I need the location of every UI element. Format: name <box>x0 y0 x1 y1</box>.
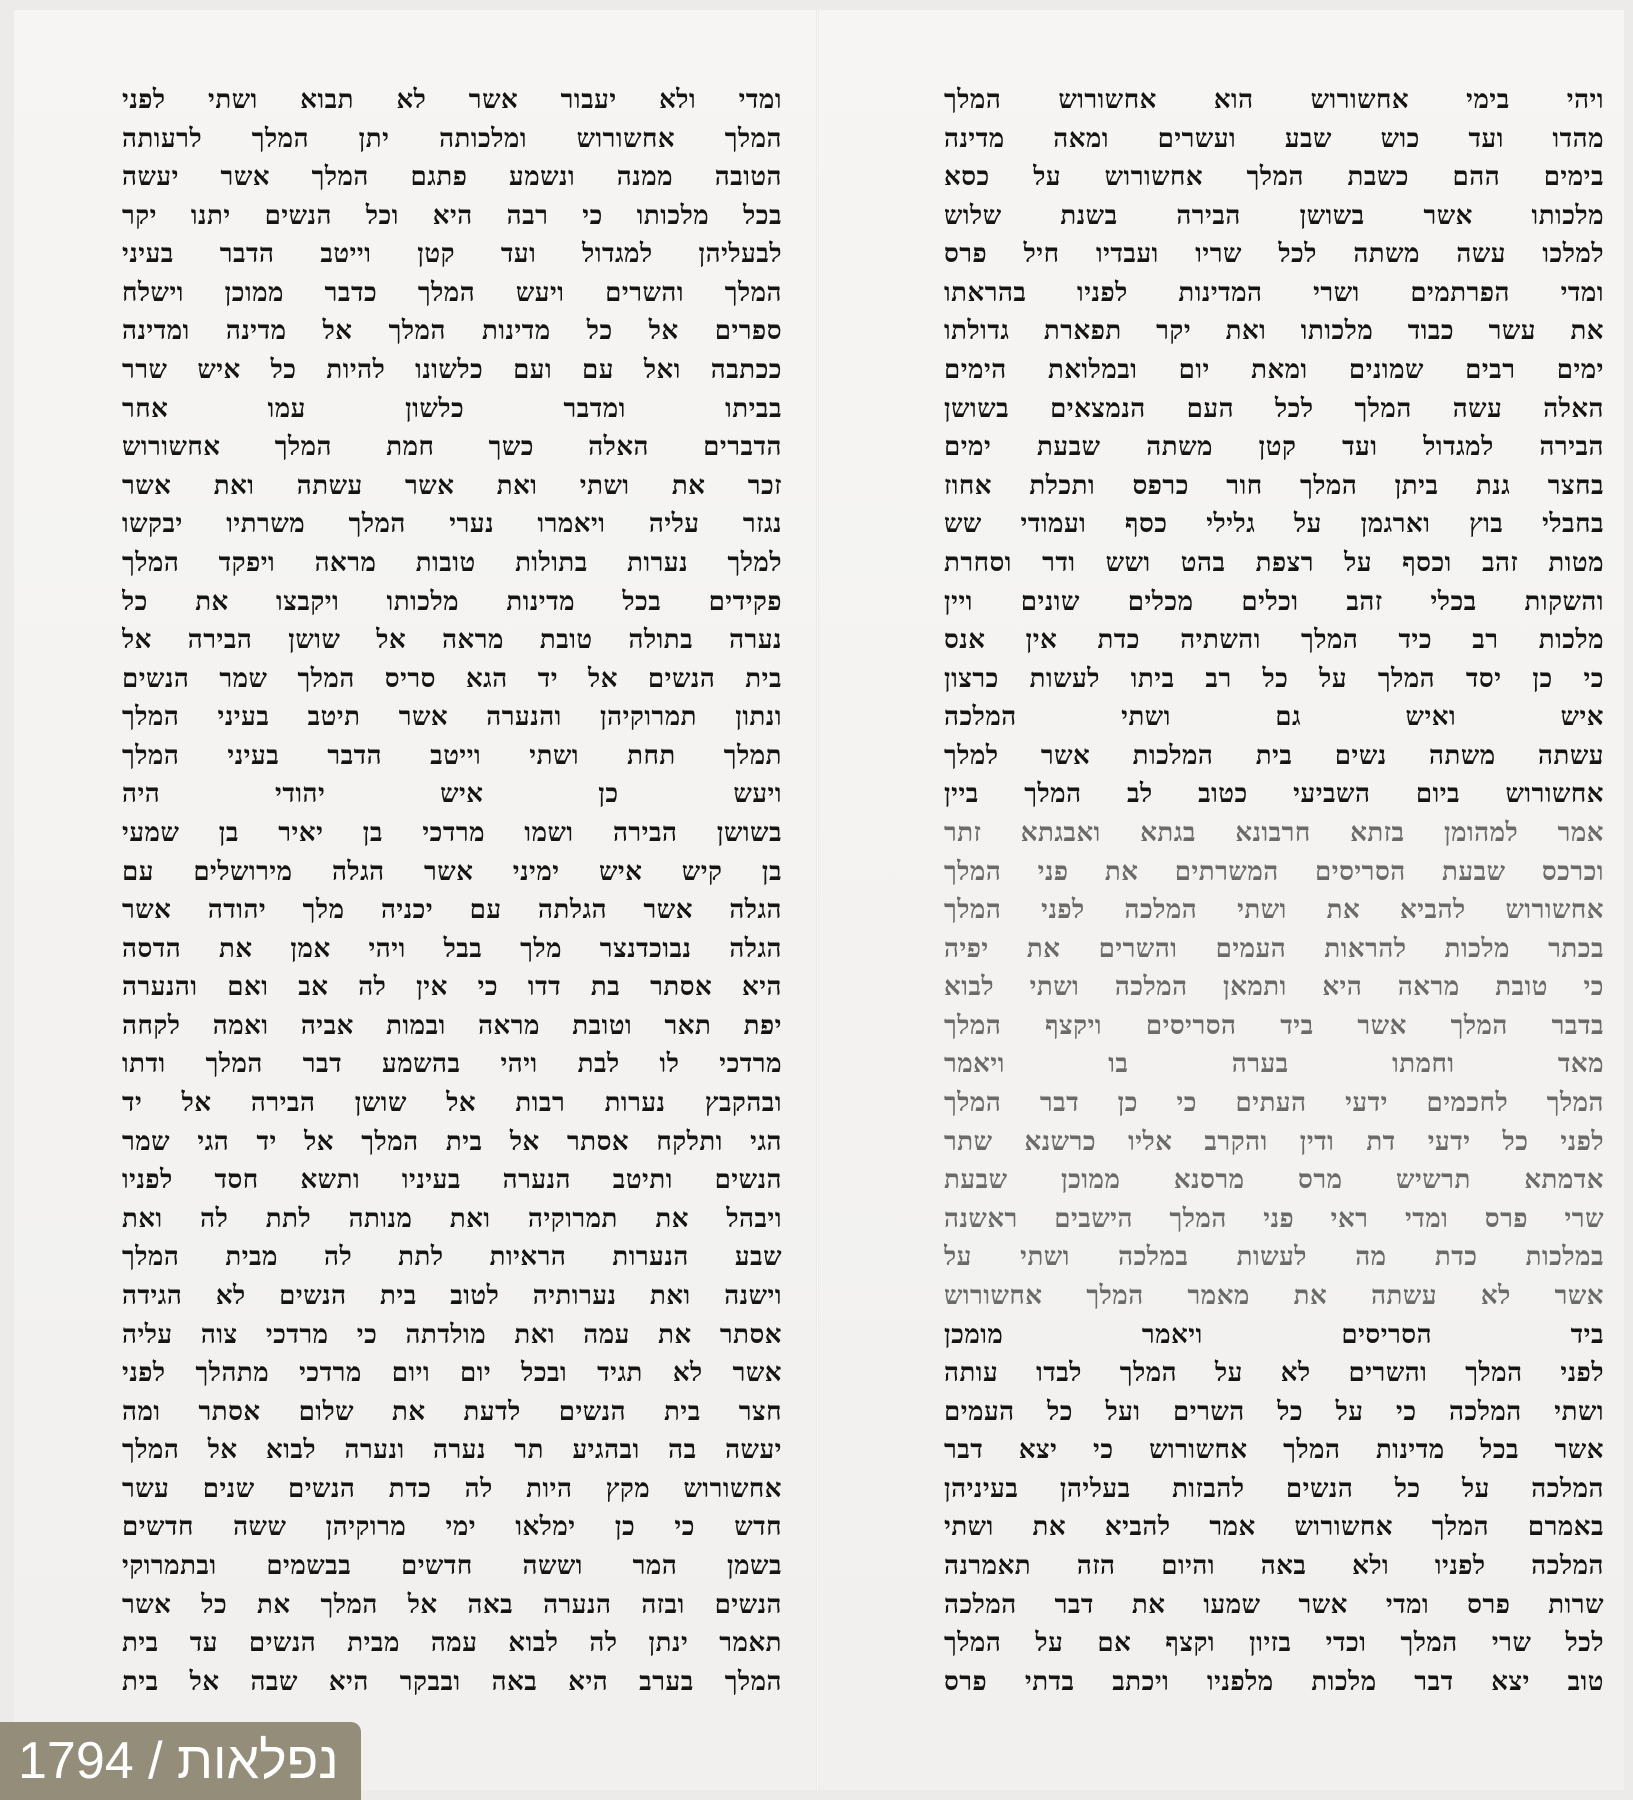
text-column-left <box>122 80 782 1700</box>
left-column-line: זכר את ושתי ואת אשר עשתה ואת אשר <box>122 470 782 501</box>
left-column-line: אשר לא תגיד ובכל יום ויום מרדכי מתהלך לפני <box>122 1358 782 1389</box>
right-column-line: המלכה על כל הנשים להבזות בעליהן בעיניהן <box>944 1473 1604 1504</box>
left-column-line: היא אסתר בת דדו כי אין לה אב ואם והנערה <box>122 972 782 1003</box>
left-column-line: בביתו ומדבר כלשון עמו אחר <box>122 393 782 424</box>
left-column-line: המלך בערב היא באה ובבקר היא שבה אל בית <box>122 1666 782 1697</box>
left-column-line: למלך נערות בתולות טובות מראה ויפקד המלך <box>122 547 782 578</box>
left-column-line: בן קיש איש ימיני אשר הגלה מירושלים עם <box>122 856 782 887</box>
right-column-line: אשר בכל מדינות המלך אחשורוש כי יצא דבר <box>944 1435 1604 1466</box>
left-column-line: הגלה אשר הגלתה עם יכניה מלך יהודה אשר <box>122 895 782 926</box>
right-column-line: והשקות בכלי זהב וכלים מכלים שונים ויין <box>944 586 1604 617</box>
right-column-line: הבירה למגדול ועד קטן משתה שבעת ימים <box>944 432 1604 463</box>
right-column-line: מהדו ועד כוש שבע ועשרים ומאה מדינה <box>944 123 1604 154</box>
left-column-line: בכל מלכותו כי רבה היא וכל הנשים יתנו יקר <box>122 200 782 231</box>
left-column-line: ויעש כן איש יהודי היה <box>122 779 782 810</box>
left-column-line: בית הנשים אל יד הגא סריס המלך שמר הנשים <box>122 663 782 694</box>
left-column-line: נערה בתולה טובת מראה אל שושן הבירה אל <box>122 625 782 656</box>
right-column-line: ימים רבים שמונים ומאת יום ובמלואת הימים <box>944 355 1604 386</box>
right-column-line: בימים ההם כשבת המלך אחשורוש על כסא <box>944 162 1604 193</box>
right-column-line: אדמתא תרשיש מרס מרסנא ממוכן שבעת <box>944 1165 1604 1196</box>
right-column-line: טוב יצא דבר מלכות מלפניו ויכתב בדתי פרס <box>944 1666 1604 1697</box>
right-column-line: באמרם המלך אחשורוש אמר להביא את ושתי <box>944 1512 1604 1543</box>
right-column-line: וכרכס שבעת הסריסים המשרתים את פני המלך <box>944 856 1604 887</box>
left-column-line: ובהקבץ נערות רבות אל שושן הבירה אל יד <box>122 1088 782 1119</box>
right-column-line: ושתי המלכה כי על כל השרים ועל כל העמים <box>944 1396 1604 1427</box>
right-column-line: אחשורוש להביא את ושתי המלכה לפני המלך <box>944 895 1604 926</box>
left-column-line: אחשורוש מקץ היות לה כדת הנשים שנים עשר <box>122 1473 782 1504</box>
right-column-line: במלכות כדת מה לעשות במלכה ושתי על <box>944 1242 1604 1273</box>
left-column-line: בשמן המר וששה חדשים בבשמים ובתמרוקי <box>122 1550 782 1581</box>
left-column-line: הטובה ממנה ונשמע פתגם המלך אשר יעשה <box>122 162 782 193</box>
right-column-line: אמר למהומן בזתא חרבונא בגתא ואבגתא זתר <box>944 817 1604 848</box>
left-column-line: בשושן הבירה ושמו מרדכי בן יאיר בן שמעי <box>122 817 782 848</box>
left-column-line: ספרים אל כל מדינות המלך אל מדינה ומדינה <box>122 316 782 347</box>
right-column-line: בחצר גנת ביתן המלך חור כרפס ותכלת אחוז <box>944 470 1604 501</box>
left-column-line: לבעליהן למגדול ועד קטן וייטב הדבר בעיני <box>122 239 782 270</box>
left-column-line: המלך והשרים ויעש המלך כדבר ממוכן וישלח <box>122 277 782 308</box>
right-column-line: עשתה משתה נשים בית המלכות אשר למלך <box>944 740 1604 771</box>
left-column-line: מרדכי לו לבת ויהי בהשמע דבר המלך ודתו <box>122 1049 782 1080</box>
left-column-line: הגי ותלקח אסתר אל בית המלך אל יד הגי שמר <box>122 1126 782 1157</box>
left-column-line: תמלך תחת ושתי וייטב הדבר בעיני המלך <box>122 740 782 771</box>
page-badge: 1794 / נפלאות <box>0 1722 361 1800</box>
right-column-line: איש ואיש גם ושתי המלכה <box>944 702 1604 733</box>
left-column-line: ויבהל את תמרוקיה ואת מנותה לתת לה ואת <box>122 1203 782 1234</box>
right-column-line: ומדי הפרתמים ושרי המדינות לפניו בהראתו <box>944 277 1604 308</box>
left-column-line: חצר בית הנשים לדעת את שלום אסתר ומה <box>122 1396 782 1427</box>
left-column-line: פקידים בכל מדינות מלכותו ויקבצו את כל <box>122 586 782 617</box>
right-column-line: כי כן יסד המלך על כל רב ביתו לעשות כרצון <box>944 663 1604 694</box>
left-column-line: ככתבה ואל עם ועם כלשונו להיות כל איש שרר <box>122 355 782 386</box>
right-column-line: מלכות רב כיד המלך והשתיה כדת אין אנס <box>944 625 1604 656</box>
left-column-line: שבע הנערות הראיות לתת לה מבית המלך <box>122 1242 782 1273</box>
right-column-line: מלכותו אשר בשושן הבירה בשנת שלוש <box>944 200 1604 231</box>
right-column-line: מטות זהב וכסף על רצפת בהט ושש ודר וסחרת <box>944 547 1604 578</box>
right-column-line: בחבלי בוץ וארגמן על גלילי כסף ועמודי שש <box>944 509 1604 540</box>
right-column-line: כי טובת מראה היא ותמאן המלכה ושתי לבוא <box>944 972 1604 1003</box>
right-column-line: מאד וחמתו בערה בו ויאמר <box>944 1049 1604 1080</box>
left-column-line: אסתר את עמה ואת מולדתה כי מרדכי צוה עליה <box>122 1319 782 1350</box>
left-column-line: וישנה ואת נערותיה לטוב בית הנשים לא הגידה <box>122 1280 782 1311</box>
left-column-line: יעשה בה ובהגיע תר נערה ונערה לבוא אל המלך <box>122 1435 782 1466</box>
left-column-line: יפת תאר וטובת מראה ובמות אביה ואמה לקחה <box>122 1010 782 1041</box>
right-column-line: ויהי בימי אחשורוש הוא אחשורוש המלך <box>944 85 1604 115</box>
right-column-line: המלך לחכמים ידעי העתים כי כן דבר המלך <box>944 1088 1604 1119</box>
right-column-line: אשר לא עשתה את מאמר המלך אחשורוש <box>944 1280 1604 1311</box>
left-column-line: הנשים ובזה הנערה באה אל המלך את כל אשר <box>122 1589 782 1620</box>
text-column-right <box>944 80 1604 1700</box>
left-column-line: המלך אחשורוש ומלכותה יתן המלך לרעותה <box>122 123 782 154</box>
left-column-line: ונתון תמרוקיהן והנערה אשר תיטב בעיני המלך <box>122 702 782 733</box>
scroll-sheet <box>14 10 1624 1790</box>
right-column-line: לפני כל ידעי דת ודין והקרב אליו כרשנא שתר <box>944 1126 1604 1157</box>
right-column-line: בכתר מלכות להראות העמים והשרים את יפיה <box>944 933 1604 964</box>
right-column-line: לפני המלך והשרים לא על המלך לבדו עותה <box>944 1358 1604 1389</box>
right-column-line: בדבר המלך אשר ביד הסריסים ויקצף המלך <box>944 1010 1604 1041</box>
right-column-line: שרות פרס ומדי אשר שמעו את דבר המלכה <box>944 1589 1604 1620</box>
right-column-line: האלה עשה המלך לכל העם הנמצאים בשושן <box>944 393 1604 424</box>
left-column-line: חדש כי כן ימלאו ימי מרוקיהן ששה חדשים <box>122 1512 782 1543</box>
column-seam <box>816 10 819 1790</box>
right-column-line: למלכו עשה משתה לכל שריו ועבדיו חיל פרס <box>944 239 1604 270</box>
right-column-line: את עשר כבוד מלכותו ואת יקר תפארת גדולתו <box>944 316 1604 347</box>
left-column-line: ומדי ולא יעבור אשר לא תבוא ושתי לפני <box>122 85 782 115</box>
left-column-line: הגלה נבוכדנצר מלך בבל ויהי אמן את הדסה <box>122 933 782 964</box>
right-column-line: אחשורוש ביום השביעי כטוב לב המלך ביין <box>944 779 1604 810</box>
right-column-line: לכל שרי המלך וכדי בזיון וקצף אם על המלך <box>944 1628 1604 1659</box>
right-column-line: שרי פרס ומדי ראי פני המלך הישבים ראשנה <box>944 1203 1604 1234</box>
left-column-line: הנשים ותיטב הנערה בעיניו ותשא חסד לפניו <box>122 1165 782 1196</box>
left-column-line: הדברים האלה כשך חמת המלך אחשורוש <box>122 432 782 463</box>
right-column-line: המלכה לפניו ולא באה והיום הזה תאמרנה <box>944 1550 1604 1581</box>
right-column-line: ביד הסריסים ויאמר מומכן <box>944 1319 1604 1350</box>
left-column-line: תאמר ינתן לה לבוא עמה מבית הנשים עד בית <box>122 1628 782 1659</box>
left-column-line: נגזר עליה ויאמרו נערי המלך משרתיו יבקשו <box>122 509 782 540</box>
